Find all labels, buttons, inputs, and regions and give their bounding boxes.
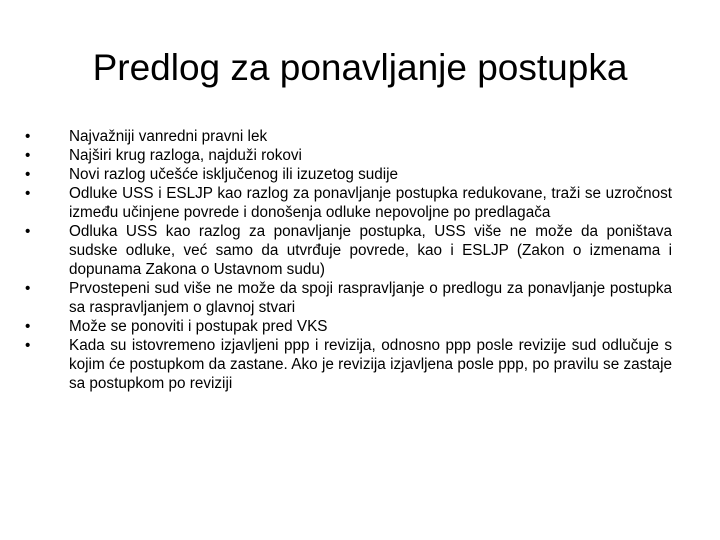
bullet-icon: • <box>25 185 31 202</box>
bullet-text: Odluka USS kao razlog za ponavljanje postupka, USS više ne može da poništava sudske odluke, već samo da utvrđuje povrede, kao i ESLJP (Zakon o izmenama i dopunama Zakona o Ustavnom sudu) <box>69 223 672 278</box>
bullet-item <box>25 146 672 165</box>
bullet-icon: • <box>25 337 31 354</box>
bullet-icon: • <box>25 223 31 240</box>
bullet-text: Najvažniji vanredni pravni lek <box>69 128 268 145</box>
bullet-text: Odluke USS i ESLJP kao razlog za ponavljanje postupka redukovane, traži se uzročnost između učinjene povrede i donošenja odluke nepovoljne po predlagača <box>69 185 672 221</box>
bullet-icon: • <box>25 128 31 145</box>
bullet-item <box>25 127 672 146</box>
bullet-text: Kada su istovremeno izjavljeni ppp i revizija, odnosno ppp posle revizije sud odlučuje s kojim će postupkom da zastane. Ako je revizija izjavljena posle ppp, po pravilu se zastaje sa postupkom po reviziji <box>69 337 672 392</box>
bullet-text: Prvostepeni sud više ne može da spoji raspravljanje o predlogu za ponavljanje postupka sa raspravljanjem o glavnoj stvari <box>69 280 672 316</box>
bullet-item <box>25 184 672 222</box>
bullet-icon: • <box>25 280 31 297</box>
bullet-icon: • <box>25 318 31 335</box>
bullet-text: Novi razlog učešće isključenog ili izuzetog sudije <box>69 166 399 183</box>
bullet-item <box>25 222 672 279</box>
bullet-text: Može se ponoviti i postupak pred VKS <box>69 318 328 335</box>
bullet-item <box>25 336 672 393</box>
bullet-item <box>25 165 672 184</box>
bullet-item <box>25 317 672 336</box>
bullet-icon: • <box>25 147 31 164</box>
bullet-list <box>25 127 672 393</box>
bullet-text: Najširi krug razloga, najduži rokovi <box>69 147 302 164</box>
slide-title: Predlog za ponavljanje postupka <box>92 47 628 88</box>
bullet-item <box>25 279 672 317</box>
bullet-icon: • <box>25 166 31 183</box>
